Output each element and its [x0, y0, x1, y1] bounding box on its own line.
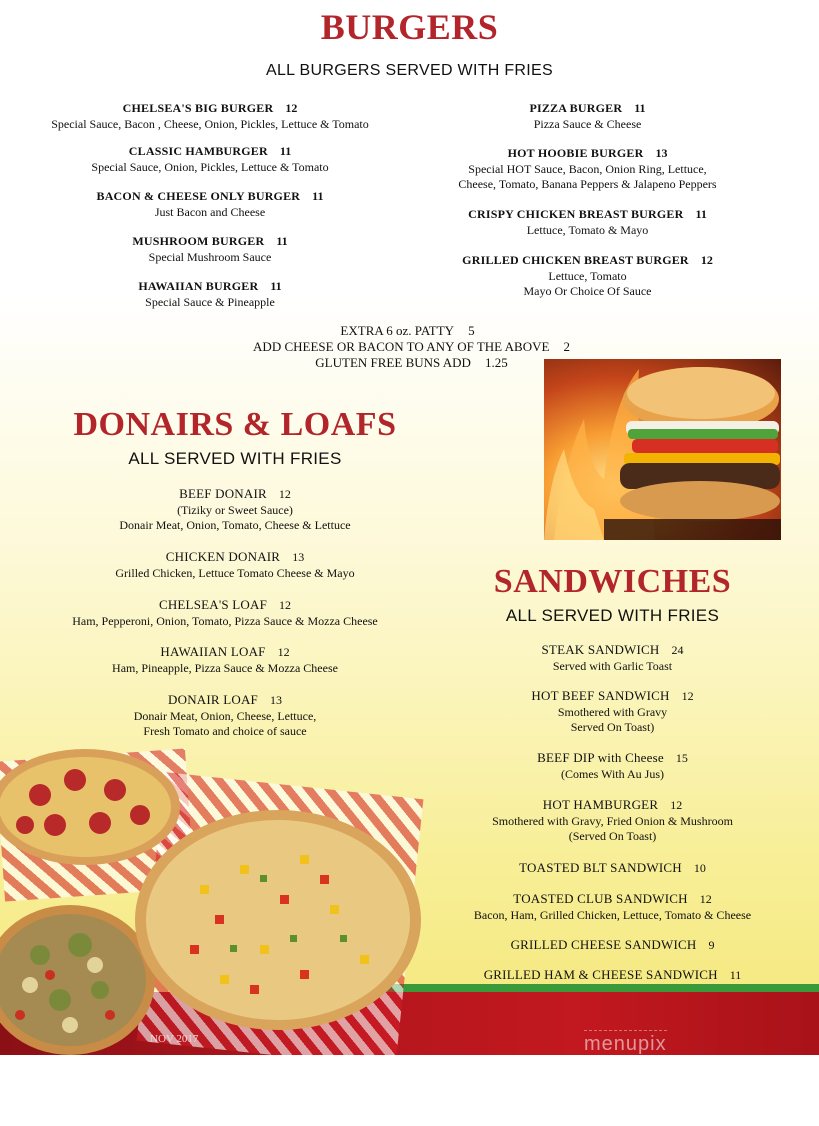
item-desc: Served On Toast) — [570, 720, 655, 734]
item-name: CHICKEN DONAIR — [165, 549, 281, 564]
menu-item — [420, 797, 805, 845]
item-name: HAWAIIAN BURGER — [138, 279, 259, 293]
menu-item — [420, 750, 805, 782]
item-desc: Bacon, Ham, Grilled Chicken, Lettuce, Tomato & Cheese — [473, 907, 752, 922]
item-price: 12 — [285, 101, 298, 115]
item-price: 11 — [634, 101, 646, 115]
item-desc: Cheese, Tomato, Banana Peppers & Jalapeno Peppers — [458, 177, 717, 191]
item-desc: Lettuce, Tomato & Mayo — [526, 222, 649, 237]
item-name: GRILLED CHEESE SANDWICH — [510, 937, 697, 952]
item-desc: Lettuce, Tomato — [548, 268, 627, 283]
burgers-title: BURGERS — [320, 7, 499, 47]
item-price: 11 — [270, 279, 282, 293]
menu-item — [20, 486, 450, 534]
item-desc: Ham, Pepperoni, Onion, Tomato, Pizza Sauce & Mozza Cheese — [72, 613, 378, 628]
item-name: CHELSEA'S LOAF — [158, 597, 268, 612]
item-desc: Special Sauce & Pineapple — [145, 294, 275, 309]
item-name: BACON & CHEESE ONLY BURGER — [96, 189, 301, 203]
item-name: MUSHROOM BURGER — [132, 234, 265, 248]
extra-price: 5 — [468, 323, 475, 338]
item-desc: (Served On Toast) — [568, 829, 657, 843]
item-price: 11 — [695, 207, 707, 221]
item-price: 13 — [655, 146, 668, 160]
extra-name: ADD CHEESE OR BACON TO ANY OF THE ABOVE — [253, 339, 550, 354]
item-price: 13 — [269, 693, 282, 707]
item-price: 9 — [708, 938, 715, 952]
item-price: 12 — [278, 487, 291, 501]
menu-item — [10, 597, 440, 629]
item-name: TOASTED BLT SANDWICH — [519, 860, 682, 875]
item-desc: Special Mushroom Sauce — [148, 249, 272, 264]
item-price: 11 — [276, 234, 288, 248]
item-name: GRILLED CHICKEN BREAST BURGER — [462, 253, 689, 267]
item-name: HOT HAMBURGER — [542, 797, 659, 812]
item-desc: Just Bacon and Cheese — [154, 204, 266, 219]
item-price: 24 — [671, 643, 684, 657]
item-desc: Special Sauce, Bacon , Cheese, Onion, Pickles, Lettuce & Tomato — [51, 116, 369, 131]
burger-illustration — [544, 359, 781, 540]
item-name: DONAIR LOAF — [168, 692, 258, 707]
item-desc: Served with Garlic Toast — [552, 658, 673, 673]
item-name: CLASSIC HAMBURGER — [128, 144, 268, 158]
item-name: BEEF DIP with Cheese — [537, 750, 664, 765]
menu-item — [410, 207, 765, 238]
menu-item — [10, 644, 440, 676]
donairs-title: DONAIRS & LOAFS — [73, 406, 397, 443]
item-price: 15 — [675, 751, 688, 765]
item-price: 12 — [279, 598, 292, 612]
item-price: 12 — [670, 798, 683, 812]
item-desc: Grilled Chicken, Lettuce Tomato Cheese & Mayo — [115, 565, 355, 580]
menu-item — [420, 860, 805, 877]
item-price: 11 — [312, 189, 324, 203]
menu-item — [10, 279, 410, 310]
menu-item — [10, 144, 410, 175]
item-price: 11 — [729, 968, 742, 982]
item-name: HOT HOOBIE BURGER — [507, 146, 644, 160]
item-name: HOT BEEF SANDWICH — [531, 688, 670, 703]
item-name: PIZZA BURGER — [529, 101, 623, 115]
extra-option — [2, 339, 819, 355]
menu-item — [420, 642, 805, 674]
item-price: 12 — [700, 253, 713, 267]
item-desc: Special Sauce, Onion, Pickles, Lettuce & Tomato — [91, 159, 329, 174]
item-price: 10 — [693, 861, 706, 875]
item-price: 12 — [277, 645, 290, 659]
item-name: CRISPY CHICKEN BREAST BURGER — [468, 207, 684, 221]
menu-item — [20, 549, 450, 581]
item-desc: Special HOT Sauce, Bacon, Onion Ring, Lettuce, — [468, 161, 707, 176]
item-desc: Ham, Pineapple, Pizza Sauce & Mozza Cheese — [112, 660, 338, 675]
menu-item — [10, 234, 410, 265]
extra-option — [0, 323, 817, 339]
item-desc: Donair Meat, Onion, Cheese, Lettuce, — [133, 708, 317, 723]
menu-item — [410, 146, 765, 193]
menu-item — [420, 967, 805, 984]
print-date: NOV 2017 — [150, 1033, 199, 1045]
item-desc: Donair Meat, Onion, Tomato, Cheese & Lettuce — [119, 518, 351, 532]
pizza-illustration — [0, 745, 440, 1055]
menu-item — [410, 253, 765, 300]
menu-item — [10, 189, 410, 220]
menu-item — [420, 937, 805, 954]
item-name: TOASTED CLUB SANDWICH — [513, 891, 688, 906]
extra-price: 1.25 — [484, 355, 508, 370]
item-price: 12 — [699, 892, 712, 906]
menu-item — [10, 101, 410, 132]
extra-name: GLUTEN FREE BUNS ADD — [315, 355, 471, 370]
pizza-drawing — [0, 745, 440, 1055]
menu-item — [410, 101, 765, 132]
item-desc: (Tiziky or Sweet Sauce) — [177, 502, 293, 517]
donairs-subtitle: ALL SERVED WITH FRIES — [128, 449, 342, 468]
sandwiches-subtitle: ALL SERVED WITH FRIES — [505, 606, 720, 625]
item-desc: (Comes With Au Jus) — [561, 766, 664, 781]
item-desc: Mayo Or Choice Of Sauce — [523, 284, 652, 298]
item-name: GRILLED HAM & CHEESE SANDWICH — [483, 967, 718, 982]
item-name: BEEF DONAIR — [179, 486, 267, 501]
item-desc: Pizza Sauce & Cheese — [533, 116, 642, 131]
item-name: STEAK SANDWICH — [541, 642, 660, 657]
item-price: 11 — [279, 144, 292, 158]
menu-item — [420, 688, 805, 736]
item-price: 13 — [292, 550, 305, 564]
item-desc: Smothered with Gravy — [557, 704, 668, 719]
burgers-subtitle: ALL BURGERS SERVED WITH FRIES — [266, 62, 553, 79]
watermark: menupix — [584, 1030, 667, 1055]
sandwiches-title: SANDWICHES — [493, 563, 732, 600]
extra-price: 2 — [563, 339, 570, 354]
menu-item — [420, 891, 805, 923]
item-name: CHELSEA'S BIG BURGER — [122, 101, 274, 115]
burger-photo — [544, 359, 781, 540]
item-name: HAWAIIAN LOAF — [160, 644, 266, 659]
extra-name: EXTRA 6 oz. PATTY — [340, 323, 455, 338]
item-desc: Smothered with Gravy, Fried Onion & Mushroom — [492, 813, 733, 828]
menu-item — [10, 692, 440, 740]
item-desc: Fresh Tomato and choice of sauce — [143, 724, 307, 738]
item-price: 12 — [681, 689, 694, 703]
